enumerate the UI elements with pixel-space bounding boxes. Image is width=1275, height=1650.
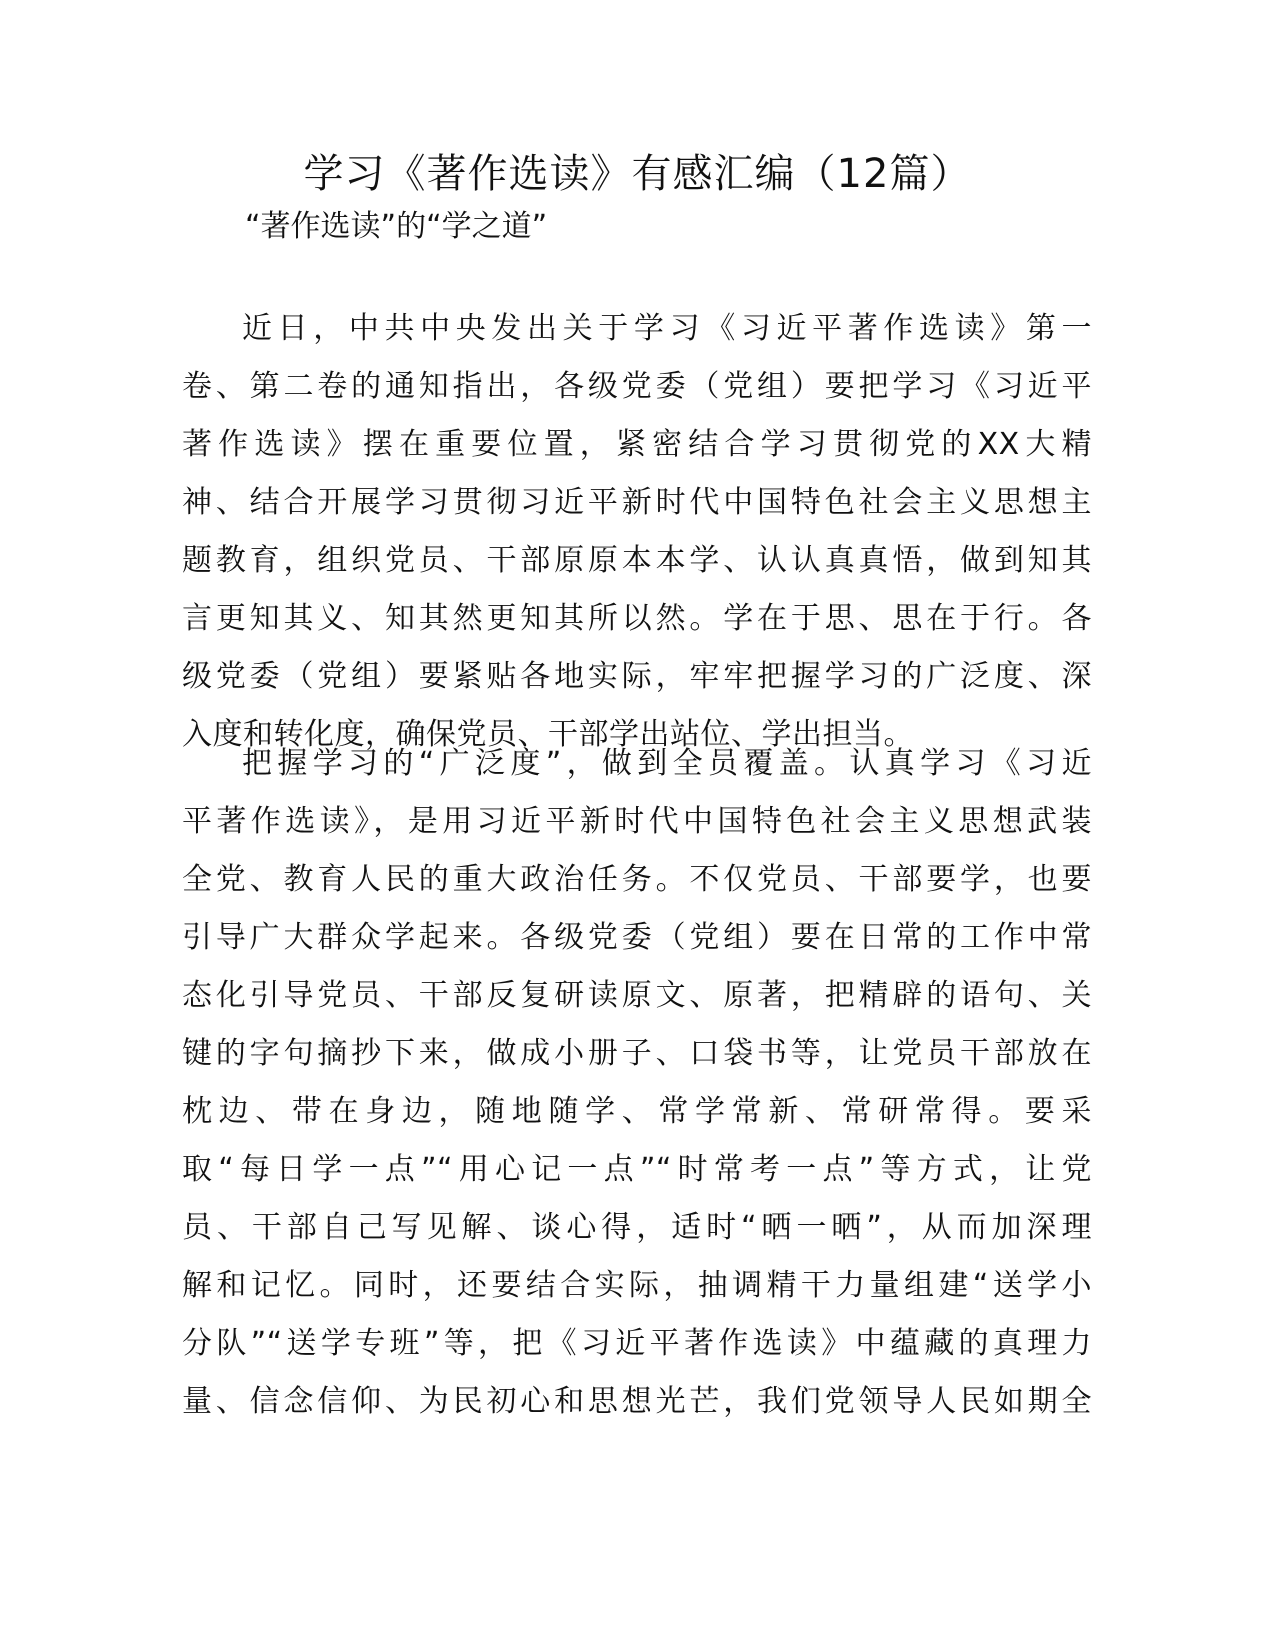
paragraph-line: 分队”“送学专班”等，把《习近平著作选读》中蕴藏的真理力 [182,1326,1092,1361]
document-title: 学习《著作选读》有感汇编（12篇） [303,151,972,197]
paragraph-line: 神、结合开展学习贯彻习近平新时代中国特色社会主义思想主 [182,485,1092,520]
paragraph-line: 级党委（党组）要紧贴各地实际，牢牢把握学习的广泛度、深 [182,659,1092,694]
paragraph-line: 态化引导党员、干部反复研读原文、原著，把精辟的语句、关 [182,978,1092,1013]
paragraph-line: 入度和转化度，确保党员、干部学出站位、学出担当。 [182,717,914,752]
paragraph-line: 枕边、带在身边，随地随学、常学常新、常研常得。要采 [182,1094,1092,1129]
paragraph-line: 把握学习的“广泛度”，做到全员覆盖。认真学习《习近 [242,746,1092,781]
paragraph-line: 取“每日学一点”“用心记一点”“时常考一点”等方式，让党 [182,1152,1092,1187]
paragraph-line: 题教育，组织党员、干部原原本本学、认认真真悟，做到知其 [182,543,1092,578]
paragraph-1 [182,300,1092,764]
paragraph-line: 卷、第二卷的通知指出，各级党委（党组）要把学习《习近平 [182,369,1092,404]
paragraph-line: 引导广大群众学起来。各级党委（党组）要在日常的工作中常 [182,920,1092,955]
paragraph-line: 著作选读》摆在重要位置，紧密结合学习贯彻党的XX大精 [182,427,1092,462]
paragraph-2 [182,735,1092,1431]
paragraph-line: 员、干部自己写见解、谈心得，适时“晒一晒”，从而加深理 [182,1210,1092,1245]
paragraph-line: 键的字句摘抄下来，做成小册子、口袋书等，让党员干部放在 [182,1036,1092,1071]
paragraph-line: 平著作选读》，是用习近平新时代中国特色社会主义思想武装 [182,804,1092,839]
paragraph-line: 近日，中共中央发出关于学习《习近平著作选读》第一 [242,311,1092,346]
document-subtitle: “著作选读”的“学之道” [245,209,548,244]
paragraph-line: 量、信念信仰、为民初心和思想光芒，我们党领导人民如期全 [182,1384,1092,1419]
paragraph-line: 全党、教育人民的重大政治任务。不仅党员、干部要学，也要 [182,862,1092,897]
paragraph-line: 言更知其义、知其然更知其所以然。学在于思、思在于行。各 [182,601,1092,636]
paragraph-line: 解和记忆。同时，还要结合实际，抽调精干力量组建“送学小 [182,1268,1092,1303]
